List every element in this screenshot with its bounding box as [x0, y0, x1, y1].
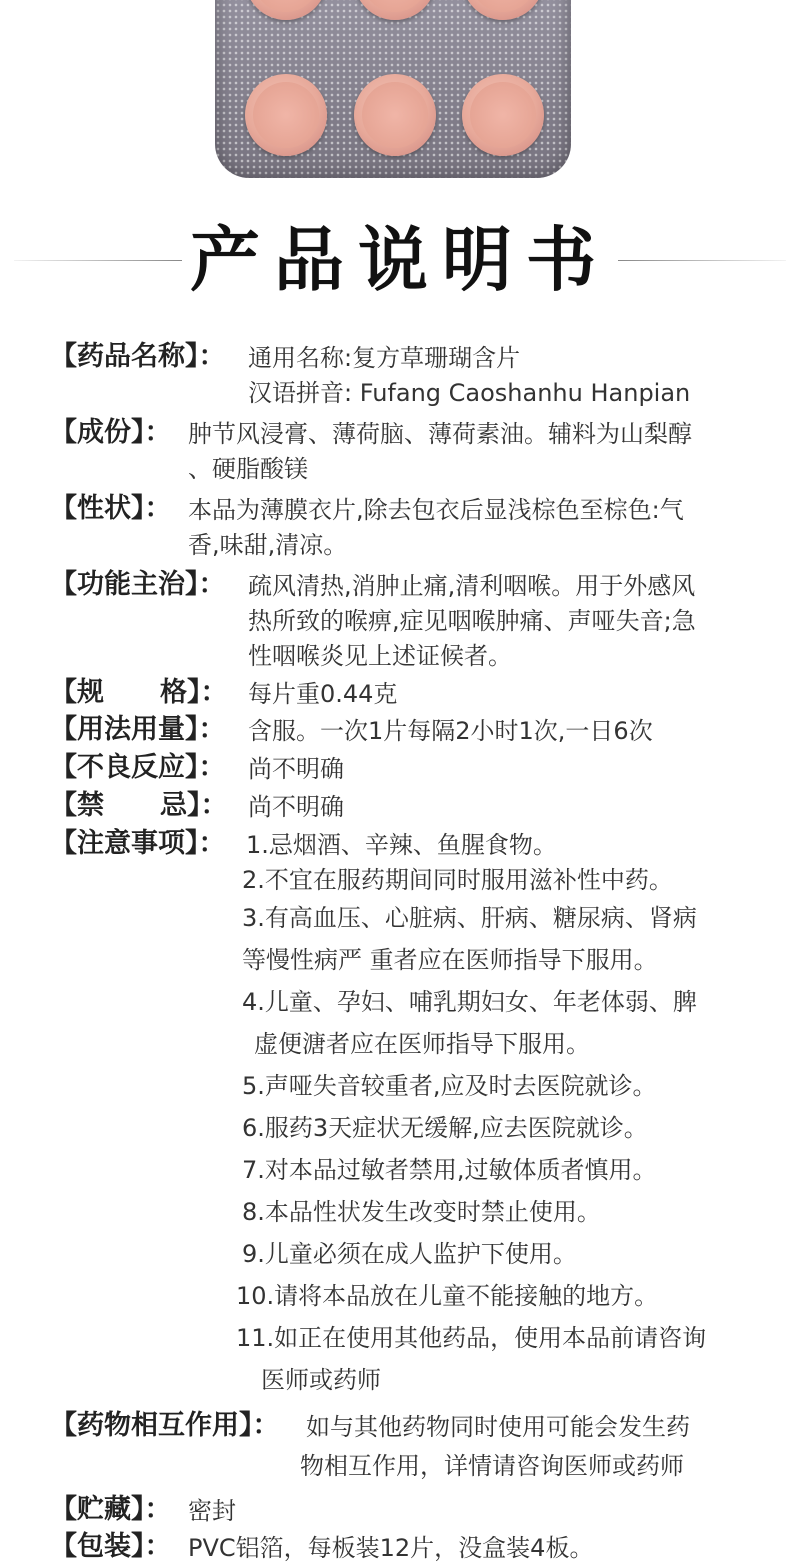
- precaution-item: 2.不宜在服药期间同时服用滋补性中药。: [242, 866, 673, 894]
- label-drug-name: 【药品名称】：: [50, 341, 226, 372]
- label-spec-end: 格】：: [160, 677, 228, 708]
- label-interactions: 【药物相互作用】：: [50, 1410, 280, 1441]
- label-adverse: 【不良反应】：: [50, 752, 226, 783]
- label-contra-start: 【禁: [50, 790, 104, 821]
- precaution-item: 6.服药3天症状无缓解,应去医院就诊。: [242, 1114, 648, 1142]
- adverse-text: 尚不明确: [248, 755, 344, 783]
- blister-pack-image: [215, 0, 571, 178]
- precaution-item: 7.对本品过敏者禁用,过敏体质者慎用。: [242, 1156, 657, 1184]
- ingredients-line: 肿节风浸膏、薄荷脑、薄荷素油。辅料为山梨醇: [188, 420, 692, 448]
- divider-right: [618, 260, 786, 261]
- appearance-line: 本品为薄膜衣片,除去包衣后显浅棕色至棕色:气: [188, 496, 684, 524]
- precaution-item: 8.本品性状发生改变时禁止使用。: [242, 1198, 601, 1226]
- label-contra-end: 忌】：: [160, 790, 228, 821]
- title-row: [0, 215, 790, 305]
- interactions-line: 物相互作用，详情请咨询医师或药师: [300, 1452, 684, 1480]
- label-precautions: 【注意事项】：: [50, 828, 226, 859]
- package-text: PVC铝箔，每板装12片，没盒装4板。: [188, 1534, 594, 1562]
- precaution-item: 10.请将本品放在儿童不能接触的地方。: [236, 1282, 659, 1310]
- label-appearance: 【性状】：: [50, 493, 172, 524]
- storage-text: 密封: [188, 1497, 236, 1525]
- tablet: [245, 0, 327, 20]
- indications-line: 疏风清热,消肿止痛,清利咽喉。用于外感风: [248, 572, 696, 600]
- dosage-text: 含服。一次1片每隔2小时1次,一日6次: [248, 717, 653, 745]
- label-dosage: 【用法用量】：: [50, 714, 226, 745]
- tablet: [354, 74, 436, 156]
- label-package: 【包装】：: [50, 1531, 172, 1562]
- precaution-item: 3.有高血压、心脏病、肝病、糖尿病、肾病: [242, 904, 697, 932]
- indications-line: 性咽喉炎见上述证候者。: [248, 642, 512, 670]
- indications-line: 热所致的喉痹,症见咽喉肿痛、声哑失音;急: [248, 607, 696, 635]
- precaution-item: 虚便溏者应在医师指导下服用。: [254, 1030, 590, 1058]
- tablet: [462, 74, 544, 156]
- label-spec-start: 【规: [50, 677, 104, 708]
- precaution-item: 医师或药师: [261, 1366, 381, 1394]
- precaution-item: 4.儿童、孕妇、哺乳期妇女、年老体弱、脾: [242, 988, 697, 1016]
- precaution-item: 9.儿童必须在成人监护下使用。: [242, 1240, 577, 1268]
- generic-name: 通用名称:复方草珊瑚含片: [248, 344, 521, 372]
- label-indications: 【功能主治】：: [50, 569, 226, 600]
- tablet: [245, 74, 327, 156]
- contra-text: 尚不明确: [248, 793, 344, 821]
- precaution-item: 1.忌烟酒、辛辣、鱼腥食物。: [246, 831, 557, 859]
- divider-left: [14, 260, 182, 261]
- precaution-item: 等慢性病严 重者应在医师指导下服用。: [242, 946, 658, 974]
- tablet: [354, 0, 436, 20]
- pinyin-name: 汉语拼音: Fufang Caoshanhu Hanpian: [248, 379, 691, 407]
- label-ingredients: 【成份】：: [50, 417, 172, 448]
- spec-text: 每片重0.44克: [248, 680, 398, 708]
- precaution-item: 5.声哑失音较重者,应及时去医院就诊。: [242, 1072, 657, 1100]
- ingredients-line: 、硬脂酸镁: [188, 455, 308, 483]
- page-title: 产品说明书: [190, 219, 610, 301]
- interactions-line: 如与其他药物同时使用可能会发生药: [306, 1413, 690, 1441]
- appearance-line: 香,味甜,清凉。: [188, 531, 348, 559]
- precaution-item: 11.如正在使用其他药品，使用本品前请咨询: [236, 1324, 707, 1352]
- tablet: [462, 0, 544, 20]
- label-storage: 【贮藏】：: [50, 1494, 172, 1525]
